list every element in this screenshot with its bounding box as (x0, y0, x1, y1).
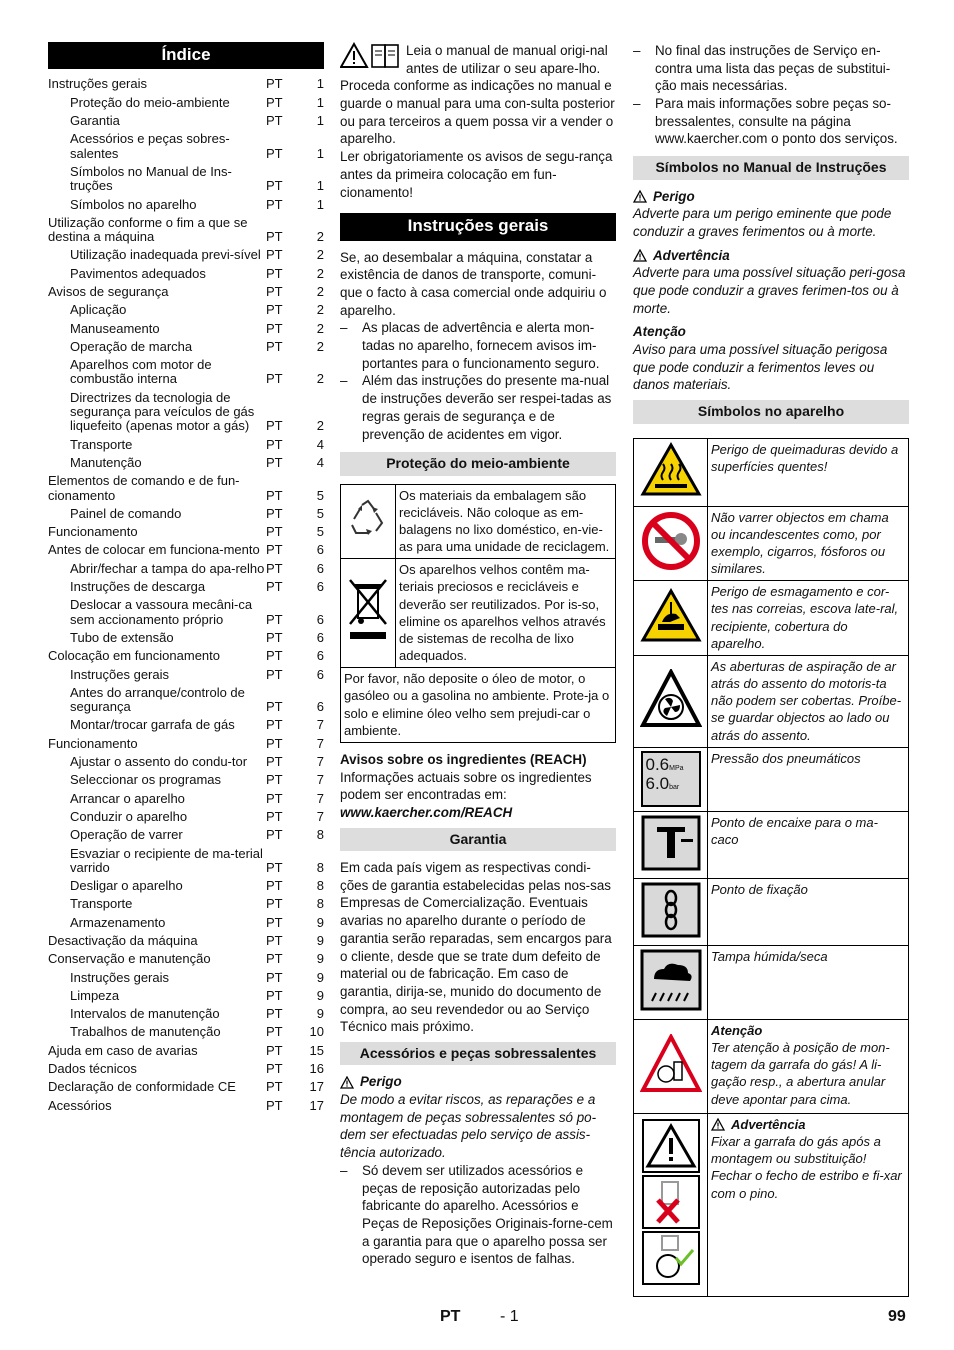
toc-entry-label: Elementos de comando e de fun-cionamento (48, 474, 240, 503)
accessories-danger-text: De modo a evitar riscos, as reparações e a montagem de peças sobressalentes só po-dem ser efectuadas pelo serviço de assis-tência autorizado. (340, 1092, 597, 1161)
gas-warning-text: Fixar a garrafa do gás após a montagem ou substituição! Fechar o fecho de estribo e fi-xar com o pino. (711, 1134, 902, 1201)
toc-entry-page: 6 (316, 699, 324, 715)
toc-entry-lang: PT (266, 76, 283, 92)
warning-book-icon (340, 42, 402, 70)
toc-entry-lang: PT (266, 524, 283, 540)
footer-page-marker: - 1 (500, 1308, 519, 1325)
device-symbols-table (633, 438, 909, 1298)
toc-entry-lang: PT (266, 827, 283, 843)
toc-entry-page: 1 (316, 94, 324, 110)
toc-entry-label: Desligar o aparelho (70, 879, 183, 894)
reach-title: Avisos sobre os ingredientes (REACH) (340, 751, 587, 767)
toc-entry-label: Utilização inadequada previ-sível (70, 248, 261, 263)
toc-entry-page: 15 (309, 1042, 324, 1058)
toc-entry-lang: PT (266, 302, 283, 318)
toc-entry-label: Aplicação (70, 303, 127, 318)
general-title: Instruções gerais (340, 213, 616, 240)
toc-entry-label: Utilização conforme o fim a que se destina a máquina (48, 215, 248, 245)
toc-entry-label: Abrir/fechar a tampa do apa-relho (70, 561, 265, 576)
toc-entry-label: Instruções gerais (70, 667, 169, 682)
toc-entry[interactable] (48, 248, 324, 262)
list-item: – Só devem ser utilizados acessórios e peças de reposição autorizadas pelo fabricante do aparelho. Acessórios e Peças de Reposições Originais-forne-cem a garantia para que o aparelho possa ser operado seguro e isentos de falhas. (340, 1162, 613, 1267)
toc-entry-page: 1 (316, 145, 324, 161)
wet-dry-flap-text: Tampa húmida/seca (708, 945, 909, 1019)
toc-entry-page: 7 (316, 772, 324, 788)
toc-entry-page: 4 (316, 454, 324, 470)
toc-entry-lang: PT (266, 1024, 283, 1040)
toc-entry-label: Instruções gerais (70, 970, 169, 985)
warranty-text: Em cada país vigem as respectivas condi-ções de garantia estabelecidas pelas nos-sas Empresas de Comercialização. Eventuais avarias no aparelho durante o período de garantia serão reparadas, sem encargos para o cliente, desde que se trate dum defeito de material ou de fabricação. Em caso de garantia, dirija-se, munido do documento de compra, ao seu revendedor ou ao Serviço Técnico mais próximo. (340, 860, 612, 1035)
toc-entry-label: Símbolos no Manual de Ins-truções (70, 164, 232, 194)
toc-entry-label: Antes de colocar em funciona-mento (48, 543, 260, 558)
toc-entry-label: Tubo de extensão (70, 630, 174, 645)
danger-text: Adverte para um perigo eminente que pode conduzir a graves ferimentos ou à morte. (633, 206, 892, 239)
toc-entry-page: 9 (316, 914, 324, 930)
toc-entry[interactable] (48, 686, 324, 715)
toc-entry-lang: PT (266, 371, 283, 387)
toc-entry-lang: PT (266, 754, 283, 770)
warning-label: Advertência (653, 247, 730, 263)
toc-entry-label: Desactivação da máquina (48, 933, 198, 948)
toc-entry-label: Funcionamento (48, 736, 138, 751)
toc-entry-lang: PT (266, 666, 283, 682)
toc-entry-lang: PT (266, 932, 283, 948)
toc-entry-page: 9 (316, 1006, 324, 1022)
toc-entry-page: 9 (316, 987, 324, 1003)
toc-entry-lang: PT (266, 284, 283, 299)
toc-entry-lang: PT (266, 579, 283, 595)
toc-entry[interactable] (48, 828, 324, 842)
toc-entry-lang: PT (266, 735, 283, 751)
toc-entry-lang: PT (266, 717, 283, 733)
jack-point-text: Ponto de encaixe para o ma-caco (708, 811, 909, 878)
toc-entry[interactable] (48, 989, 324, 1003)
toc-entry-label: Seleccionar os programas (70, 773, 222, 788)
toc-entry-page: 7 (316, 717, 324, 733)
toc-entry-page: 2 (316, 320, 324, 336)
fixing-point-icon (641, 882, 701, 938)
toc-entry-lang: PT (266, 808, 283, 824)
environment-table (340, 484, 616, 743)
toc-entry-page: 2 (316, 229, 324, 245)
toc-entry[interactable] (48, 737, 324, 751)
toc-entry-label: Ajustar o assento do condu-tor (70, 755, 248, 770)
toc-entry-label: Avisos de segurança (48, 285, 169, 299)
hot-surface-text: Perigo de queimaduras devido a superfícies quentes! (708, 438, 909, 506)
toc-entry-lang: PT (266, 196, 283, 212)
toc-entry-page: 2 (316, 247, 324, 263)
toc-entry[interactable] (48, 952, 324, 966)
toc-entry-page: 1 (316, 178, 324, 194)
read-manual-block (340, 42, 616, 201)
toc-entry-lang: PT (266, 338, 283, 354)
toc-entry[interactable] (48, 474, 324, 503)
toc-entry-label: Declaração de conformidade CE (48, 1080, 236, 1095)
environment-title: Proteção do meio-ambiente (340, 452, 616, 475)
toc-entry-lang: PT (266, 418, 283, 434)
page-number: 99 (888, 1308, 906, 1325)
hot-surface-icon (640, 442, 702, 498)
wet-dry-flap-icon (640, 949, 702, 1011)
toc-entry[interactable] (48, 971, 324, 985)
toc-entry-page: 5 (316, 505, 324, 521)
toc-entry-page: 6 (316, 579, 324, 595)
toc-entry-lang: PT (266, 1042, 283, 1058)
toc-entry[interactable] (48, 1044, 324, 1058)
tyre-pressure-text: Pressão dos pneumáticos (708, 747, 909, 811)
toc-entry-lang: PT (266, 648, 283, 664)
toc-entry-lang: PT (266, 436, 283, 452)
reach-url: www.kaercher.com/REACH (340, 804, 513, 820)
toc-entry-lang: PT (266, 487, 283, 503)
toc-entry-lang: PT (266, 987, 283, 1003)
toc-entry-lang: PT (266, 629, 283, 645)
toc-entry-page: 9 (316, 969, 324, 985)
toc-entry[interactable] (48, 562, 324, 576)
toc-entry[interactable] (48, 916, 324, 930)
recycling-icon (346, 497, 390, 541)
toc-entry-label: Conduzir o aparelho (70, 809, 188, 824)
toc-entry-page: 10 (309, 1024, 324, 1040)
warning-triangle-icon (711, 1118, 725, 1131)
toc-entry-page: 7 (316, 754, 324, 770)
toc-entry[interactable] (48, 580, 324, 594)
toc-entry-page: 1 (316, 113, 324, 129)
crushing-hazard-icon (640, 588, 702, 644)
general-intro: Se, ao desembalar a máquina, constatar a existência de danos de transporte, comuni-que o facto à casa comercial onde adquiriu o aparelho. (340, 249, 607, 318)
oil-text: Por favor, não deposite o óleo de motor, o gasóleo ou a gasolina no ambiente. Prote-ja o solo e elimine óleo velho sem prejudi-car o ambiente. (341, 668, 616, 743)
toc-entry-label: Montar/trocar garrafa de gás (70, 718, 235, 733)
toc-entry-page: 2 (316, 284, 324, 299)
footer-lang: PT (440, 1308, 461, 1325)
toc-entry-lang: PT (266, 1061, 283, 1077)
toc-entry-lang: PT (266, 790, 283, 806)
toc-entry-page: 2 (316, 265, 324, 281)
accessories-danger-label: Perigo (360, 1074, 402, 1090)
toc-entry-label: Directrizes da tecnologia de segurança para veículos de gás liquefeito (apenas motor a gás) (70, 390, 255, 434)
toc-entry-page: 6 (316, 560, 324, 576)
toc-title: Índice (48, 42, 324, 69)
toc-entry-lang: PT (266, 542, 283, 558)
toc-entry-page: 7 (316, 808, 324, 824)
fan-icon (640, 669, 702, 729)
toc-entry-label: Esvaziar o recipiente de ma-terial varrido (70, 846, 263, 875)
toc-entry-lang: PT (266, 454, 283, 470)
toc-entry[interactable] (48, 1080, 324, 1094)
toc-entry-lang: PT (266, 859, 283, 875)
toc-entry-label: Antes do arranque/controlo de segurança (70, 685, 245, 715)
toc-entry-lang: PT (266, 320, 283, 336)
jack-point-icon (641, 815, 701, 871)
toc-entry-label: Armazenamento (70, 915, 166, 930)
toc-entry-label: Operação de marcha (70, 339, 193, 354)
fixing-point-text: Ponto de fixação (708, 878, 909, 945)
toc-entry[interactable] (48, 879, 324, 893)
toc-entry-page: 5 (316, 524, 324, 540)
toc-entry-page: 5 (316, 487, 324, 503)
toc-entry[interactable] (48, 165, 324, 194)
toc-entry-lang: PT (266, 878, 283, 894)
column-2 (340, 42, 616, 1268)
toc-entry-page: 8 (316, 878, 324, 894)
toc-entry[interactable] (48, 792, 324, 806)
toc-entry-lang: PT (266, 1079, 283, 1095)
toc-entry-lang: PT (266, 772, 283, 788)
accessories-title: Acessórios e peças sobressalentes (340, 1042, 616, 1065)
toc-entry-label: Colocação em funcionamento (48, 649, 220, 664)
toc-entry[interactable] (48, 1062, 324, 1076)
toc-entry-page: 2 (316, 371, 324, 387)
caution-text: Aviso para uma possível situação perigosa que pode conduzir a ferimentos leves ou danos materiais. (633, 342, 888, 393)
toc-entry-label: Manutenção (70, 455, 142, 470)
read-manual-text: Leia o manual de manual origi-nal antes de utilizar o seu apare-lho. Proceda conforme as indicações no manual e guarde o manual para uma con-sulta posterior ou para terceiros a quem possa vir a vender o aparelho. (340, 43, 615, 147)
toc-entry-page: 8 (316, 896, 324, 912)
toc-entry[interactable] (48, 216, 324, 245)
toc-entry-lang: PT (266, 247, 283, 263)
toc-entry-lang: PT (266, 969, 283, 985)
toc-entry[interactable] (48, 132, 324, 161)
toc-entry-label: Transporte (70, 897, 133, 912)
toc-entry-lang: PT (266, 94, 283, 110)
toc-entry[interactable] (48, 934, 324, 948)
crossed-bin-icon (346, 576, 390, 646)
warning-triangle-icon (633, 190, 647, 203)
toc-entry-label: Transporte (70, 437, 133, 452)
toc-entry-label: Painel de comando (70, 506, 182, 521)
toc-entry[interactable] (48, 1025, 324, 1039)
list-item: – Para mais informações sobre peças so-bressalentes, consulte na página www.kaercher.com o ponto dos serviços. (633, 96, 898, 147)
toc-entry-label: Aparelhos com motor de combustão interna (70, 358, 212, 387)
tyre-pressure-icon: 0.6MPa 6.0bar (641, 751, 701, 807)
toc-entry-label: Pavimentos adequados (70, 266, 206, 281)
toc-entry[interactable] (48, 598, 324, 627)
toc-entry-page: 17 (309, 1097, 324, 1113)
gas-caution-label: Atenção (711, 1022, 763, 1038)
gas-warning-label: Advertência (731, 1116, 806, 1132)
toc-entry-label: Instruções gerais (48, 77, 147, 92)
no-burning-text: Não varrer objectos em chama ou incandescentes como, por exemplo, cigarros, fósforos ou similares. (708, 506, 909, 581)
toc-entry-page: 7 (316, 735, 324, 751)
caution-label: Atenção (633, 324, 686, 340)
toc-entry-label: Ajuda em caso de avarias (48, 1043, 198, 1058)
toc-entry-label: Deslocar a vassoura mecâni-ca sem accionamento próprio (70, 598, 253, 627)
toc-entry-lang: PT (266, 699, 283, 715)
warning-text: Adverte para uma possível situação peri-gosa que pode conduzir a graves ferimen-tos ou à morte. (633, 265, 906, 316)
toc-entry-page: 7 (316, 790, 324, 806)
toc-entry-lang: PT (266, 611, 283, 627)
toc-entry-label: Proteção do meio-ambiente (70, 95, 230, 110)
manual-symbols-title: Símbolos no Manual de Instruções (633, 156, 909, 179)
toc-entry-lang: PT (266, 178, 283, 194)
toc-entry[interactable] (48, 507, 324, 521)
toc-entry-label: Conservação e manutenção (48, 952, 211, 967)
list-item: – Além das instruções do presente ma-nual de instruções deverão ser respei-tadas as regras gerais de segurança e de prevenção de acidentes em vigor. (340, 373, 612, 442)
toc-entry[interactable] (48, 391, 324, 434)
toc-entry-lang: PT (266, 560, 283, 576)
toc-entry-page: 6 (316, 542, 324, 558)
toc-entry-lang: PT (266, 1006, 283, 1022)
toc-entry-label: Limpeza (70, 988, 120, 1003)
toc-entry-lang: PT (266, 113, 283, 129)
toc-entry-page: 2 (316, 302, 324, 318)
danger-label: Perigo (653, 188, 695, 204)
toc-entry-page: 1 (316, 196, 324, 212)
crushing-text: Perigo de esmagamento e cor-tes nas correias, escova late-ral, recipiente, cobertura do aparelho. (708, 581, 909, 656)
toc-entry[interactable] (48, 285, 324, 299)
toc-entry[interactable] (48, 1099, 324, 1113)
toc-entry-label: Dados técnicos (48, 1062, 137, 1077)
toc-entry-page: 6 (316, 666, 324, 682)
toc-entry[interactable] (48, 649, 324, 663)
list-item: – As placas de advertência e alerta mon-tadas no aparelho, fornecem avisos im-portantes para o funcionamento seguro. (340, 320, 600, 371)
read-warnings-text: Ler obrigatoriamente os avisos de segu-rança antes da primeira colocação em fun-cionamento! (340, 149, 613, 200)
toc-entry-page: 6 (316, 611, 324, 627)
weee-text: Os aparelhos velhos contêm ma-teriais preciosos e recicláveis e deverão ser reutilizados. Por is-so, elimine os aparelhos velhos através de sistemas de recolha de lixo adequados. (396, 559, 616, 668)
toc-entry-lang: PT (266, 951, 283, 967)
warranty-title: Garantia (340, 828, 616, 851)
toc-entry[interactable] (48, 525, 324, 539)
warning-triangle-icon (633, 249, 647, 262)
toc-entry[interactable] (48, 631, 324, 645)
toc-entry-label: Operação de varrer (70, 828, 183, 843)
fan-text: As aberturas de aspiração de ar atrás do assento do motoris-ta não podem ser cobertas. Proíbe-se guardar objectos ao lado ou atrás do assento. (708, 655, 909, 747)
toc-entry[interactable] (48, 358, 324, 387)
toc-entry-page: 9 (316, 951, 324, 967)
toc-entry-page: 6 (316, 648, 324, 664)
toc-entry-label: Instruções de descarga (70, 580, 206, 595)
toc-entry-page: 17 (309, 1079, 324, 1095)
toc-entry-lang: PT (266, 145, 283, 161)
toc-entry-label: Intervalos de manutenção (70, 1007, 220, 1022)
reach-text: Informações actuais sobre os ingredientes podem ser encontradas em: (340, 769, 592, 803)
toc-entry[interactable] (48, 773, 324, 787)
toc-entry-lang: PT (266, 265, 283, 281)
recycle-text: Os materiais da embalagem são recicláveis. Não coloque as em-balagens no lixo doméstico, en-vie-as para uma unidade de reciclagem. (396, 484, 616, 559)
toc-entry-lang: PT (266, 896, 283, 912)
toc-entry-label: Acessórios (48, 1098, 112, 1113)
toc-entry-label: Arrancar o aparelho (70, 791, 185, 806)
toc-entry-label: Funcionamento (48, 525, 138, 540)
toc-entry[interactable] (48, 340, 324, 354)
toc-entry[interactable] (48, 303, 324, 317)
toc-entry[interactable] (48, 755, 324, 769)
toc-entry[interactable] (48, 198, 324, 212)
toc-entry[interactable] (48, 897, 324, 911)
toc-entry-lang: PT (266, 229, 283, 245)
toc-entry[interactable] (48, 77, 324, 91)
toc-entry[interactable] (48, 847, 324, 876)
gas-bottle-caution-icon (640, 1034, 702, 1094)
gas-bottle-fix-icon (640, 1118, 702, 1288)
toc-entry[interactable] (48, 267, 324, 281)
toc-entry-page: 8 (316, 827, 324, 843)
toc-entry[interactable] (48, 456, 324, 470)
device-symbols-title: Símbolos no aparelho (633, 400, 909, 423)
toc-entry-page: 6 (316, 629, 324, 645)
toc-entry-page: 2 (316, 338, 324, 354)
toc-entry-page: 2 (316, 418, 324, 434)
list-item: – No final das instruções de Serviço en-contra uma lista das peças de substitui-ção mais necessárias. (633, 43, 891, 94)
toc-entry-label: Trabalhos de manutenção (70, 1025, 221, 1040)
toc-entry-label: Símbolos no aparelho (70, 197, 197, 212)
toc-list (48, 77, 324, 1113)
toc-entry[interactable] (48, 718, 324, 732)
no-burning-objects-icon (641, 511, 701, 571)
toc-entry-page: 16 (309, 1061, 324, 1077)
toc-entry-lang: PT (266, 1097, 283, 1113)
column-3 (633, 42, 909, 1297)
toc-entry-page: 1 (316, 76, 324, 92)
toc-entry-label: Acessórios e peças sobres-salentes (70, 132, 230, 161)
toc-entry[interactable] (48, 810, 324, 824)
toc-entry[interactable] (48, 668, 324, 682)
toc-entry[interactable] (48, 96, 324, 110)
toc-entry-lang: PT (266, 914, 283, 930)
toc-entry[interactable] (48, 543, 324, 557)
toc-entry[interactable] (48, 114, 324, 128)
toc-entry-lang: PT (266, 505, 283, 521)
table-of-contents (48, 42, 324, 1117)
toc-entry-label: Manuseamento (70, 321, 160, 336)
toc-entry-page: 9 (316, 932, 324, 948)
toc-entry-page: 4 (316, 436, 324, 452)
warning-triangle-icon (340, 1076, 354, 1089)
toc-entry-label: Garantia (70, 114, 120, 129)
gas-caution-text: Ter atenção à posição de mon-tagem da garrafa do gás! A li-gação resp., a abertura anular deve apontar para cima. (711, 1040, 890, 1107)
toc-entry[interactable] (48, 438, 324, 452)
toc-entry[interactable] (48, 322, 324, 336)
toc-entry[interactable] (48, 1007, 324, 1021)
toc-entry-page: 8 (316, 859, 324, 875)
